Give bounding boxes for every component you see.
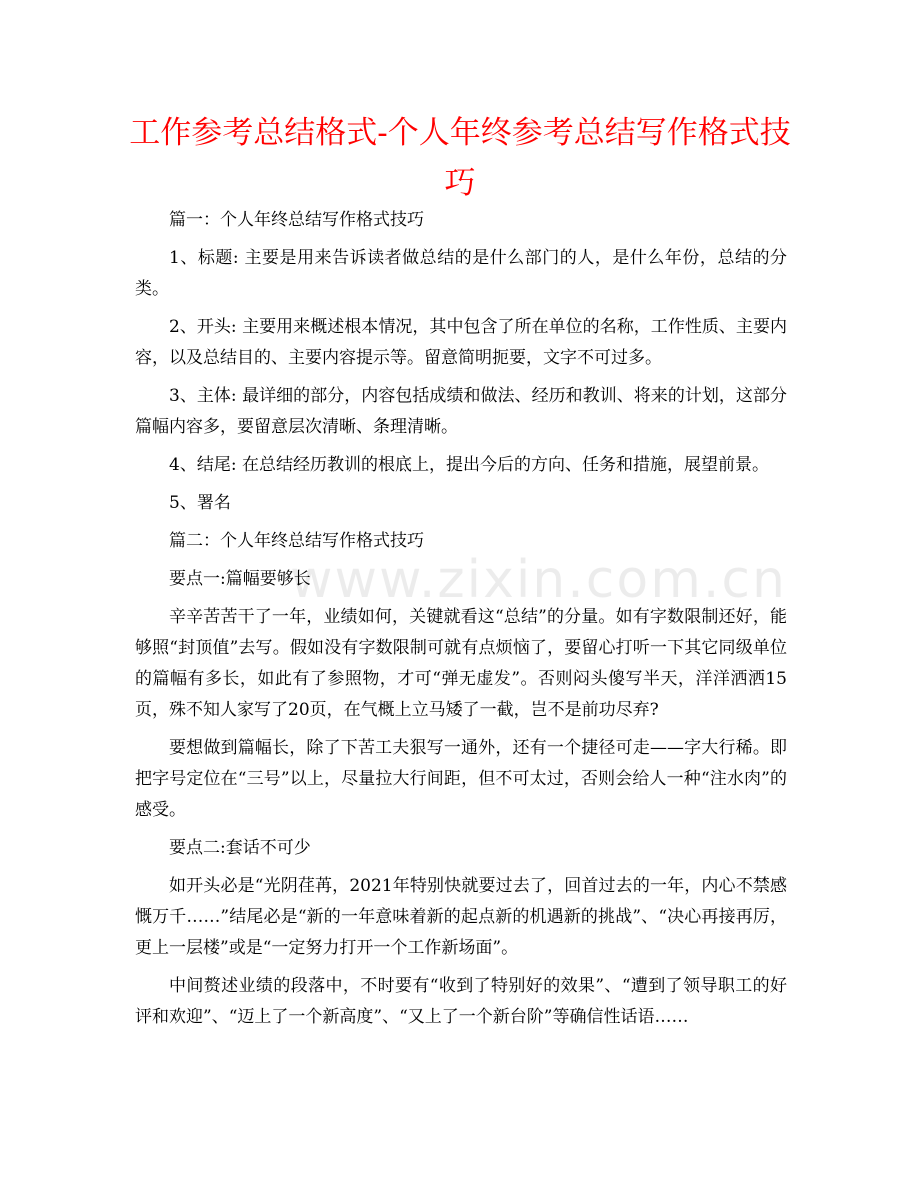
paragraph: 辛辛苦苦干了一年，业绩如何，关键就看这“总结”的分量。如有字数限制还好，能够照“封顶值”去写。假如没有字数限制可就有点烦恼了，要留心打听一下其它同级单位的篇幅有多长，如此有了参照物，才可“弹无虚发”。否则闷头傻写半天，洋洋洒洒15页，殊不知人家写了20页，在气概上立马矮了一截，岂不是前功尽弃? [135, 607, 787, 720]
paragraph: 4、结尾: 在总结经历教训的根底上，提出今后的方向、任务和措施，展望前景。 [169, 455, 769, 475]
paragraph: 要点二:套话不可少 [169, 838, 311, 858]
paragraph: 3、主体: 最详细的部分，内容包括成绩和做法、经历和教训、将来的计划，这部分篇幅内容多，要留意层次清晰、条理清晰。 [135, 386, 787, 437]
paragraph: 中间赘述业绩的段落中，不时要有“收到了特别好的效果”、“遭到了领导职工的好评和欢迎”、“迈上了一个新高度”、“又上了一个新台阶”等确信性话语…… [135, 976, 787, 1027]
paragraph: 1、标题: 主要是用来告诉读者做总结的是什么部门的人，是什么年份，总结的分类。 [135, 248, 787, 299]
document-body [135, 205, 787, 1040]
paragraph: 篇二：个人年终总结写作格式技巧 [169, 531, 424, 551]
paragraph: 要想做到篇幅长，除了下苦工夫狠写一通外，还有一个捷径可走——字大行稀。即把字号定位在“三号”以上，尽量拉大行间距，但不可太过，否则会给人一种“注水肉”的感受。 [135, 738, 787, 820]
paragraph: 如开头必是“光阴荏苒，2021年特别快就要过去了，回首过去的一年，内心不禁感慨万千……”结尾必是“新的一年意味着新的起点新的机遇新的挑战”、“决心再接再厉，更上一层楼”或是“一定努力打开一个工作新场面”。 [135, 876, 787, 958]
watermark: www.zixin.com.cn [290, 550, 787, 610]
paragraph: 篇一：个人年终总结写作格式技巧 [169, 210, 424, 230]
paragraph: 要点一:篇幅要够长 [169, 569, 311, 589]
paragraph: 2、开头: 主要用来概述根本情况，其中包含了所在单位的名称，工作性质、主要内容，以及总结目的、主要内容提示等。留意简明扼要，文字不可过多。 [135, 317, 787, 368]
document-title: 工作参考总结格式-个人年终参考总结写作格式技巧 [129, 115, 791, 201]
paragraph: 5、署名 [169, 493, 231, 513]
